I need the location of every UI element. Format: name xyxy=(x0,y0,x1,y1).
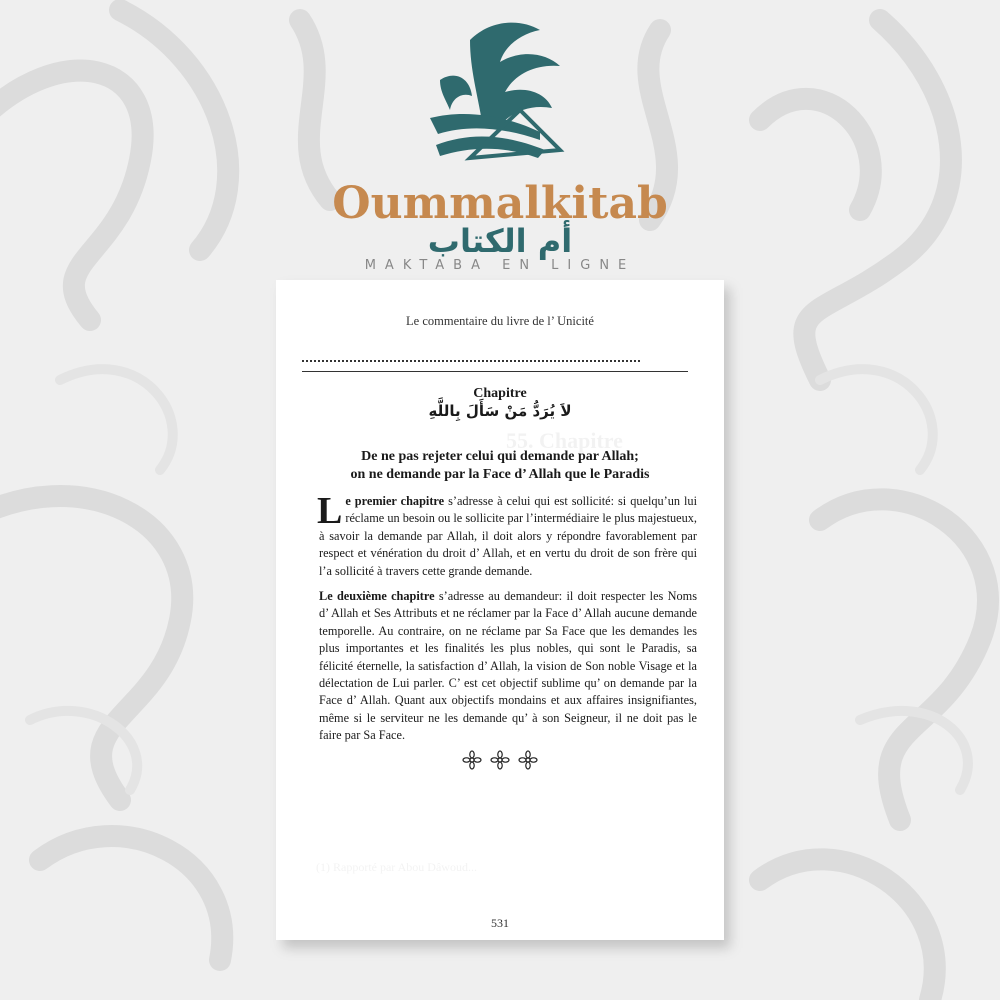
chapter-arabic-title: لاَ يُرَدُّ مَنْ سَأَلَ بِاللَّهِ xyxy=(428,402,572,420)
solid-divider xyxy=(302,371,688,372)
dotted-divider xyxy=(302,360,640,362)
bleed-through-text: 55. Chapitre xyxy=(506,428,623,453)
paragraph-1 xyxy=(317,490,697,580)
page-number: 531 xyxy=(491,916,509,930)
chapter-title-line-1: De ne pas rejeter celui qui demande par Allah; xyxy=(361,449,639,464)
bleed-through-footnote: (1) Rapporté par Abou Dâwoud... xyxy=(316,860,477,874)
paragraph-2-lead: Le deuxième chapitre xyxy=(319,589,435,604)
paragraph-1-text: s’adresse à celui qui est sollicité: si quelqu’un lui réclame un besoin ou le sollicite par l’intermédiaire le plus majestueux, à savoir la demande par Allah, il doit alors y répondre favorablement par respect et vénération du droit d’ Allah, et en vertu du droit de son frère qui l’a sollicité à travers cette grande demande. xyxy=(319,494,697,578)
paragraph-2-text: s’adresse au demandeur: il doit respecter les Noms d’ Allah et Ses Attributs et ne réclamer par la Face d’ Allah aucune demande temporelle. Au contraire, on ne réclame par Sa Face que les demandes les plus importantes et les finalités les plus nobles, qui sont le Paradis, sa félicité éternelle, la satisfaction d’ Allah, la vision de Son noble Visage et la délectation de Lui parler. C’ est cet objectif sublime qu’ on demande par la Face d’ Allah. Quant aux objectifs mondains et aux affaires insignifiantes, même si le serviteur ne les demande qu’ à son Seigneur, il ne doit pas le faire par Sa Face. xyxy=(319,589,697,743)
ornament-row xyxy=(276,750,724,775)
body-text xyxy=(317,490,697,753)
book-page xyxy=(276,280,724,940)
floral-ornament-icon xyxy=(490,750,510,770)
floral-ornament-icon xyxy=(518,750,538,770)
chapter-title-line-2: on ne demande par la Face d’ Allah que le Paradis xyxy=(350,467,650,482)
brand-tagline: MAKTABA EN LIGNE xyxy=(364,258,636,273)
brand-name: Oummalkitab xyxy=(332,178,668,229)
brand-arabic-name: أم الكتاب xyxy=(427,222,573,260)
running-head: Le commentaire du livre de l’ Unicité xyxy=(406,314,594,328)
paragraph-2 xyxy=(319,588,697,745)
drop-cap: L xyxy=(317,490,343,532)
chapter-label: Chapitre xyxy=(473,386,527,401)
floral-ornament-icon xyxy=(462,750,482,770)
chapter-title xyxy=(296,448,704,484)
paragraph-1-lead: e premier chapitre xyxy=(345,494,445,508)
